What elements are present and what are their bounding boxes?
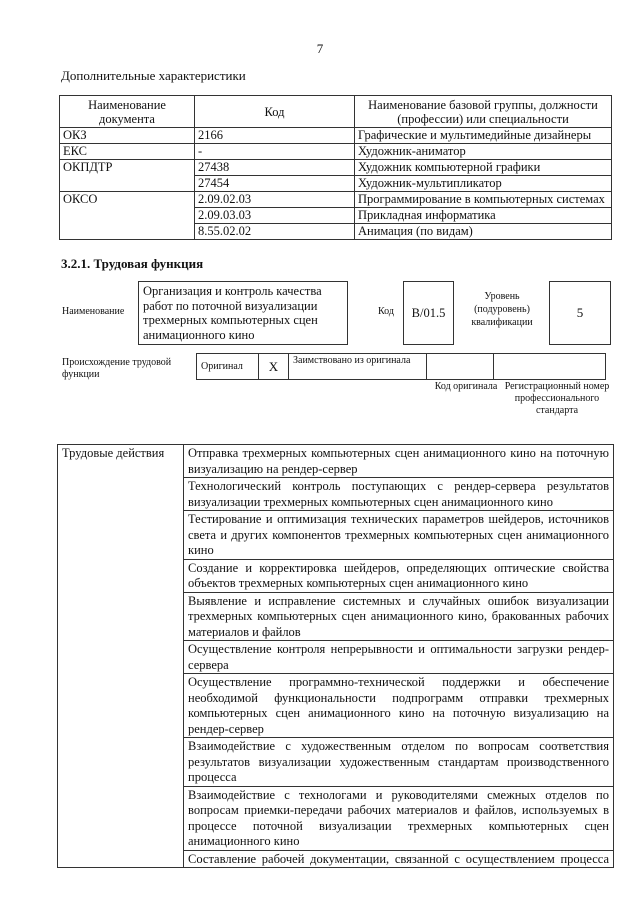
labor-action-item: Составление рабочей документации, связанной с осуществлением процесса bbox=[184, 850, 614, 868]
table-row bbox=[60, 144, 612, 160]
labor-action-item: Осуществление программно-технической поддержки и обеспечение необходимой функциональности подпрограмм отправки трехмерных компьютерных сцен анимационного кино на поточную визуализацию на рендер-сервер bbox=[184, 674, 614, 738]
labor-action-item: Выявление и исправление системных и случайных ошибок визуализации трехмерных компьютерных сцен анимационного кино, бракованных рабочих материалов и файлов bbox=[184, 592, 614, 641]
table-header-row bbox=[60, 96, 612, 128]
cell-code: 8.55.02.02 bbox=[195, 224, 355, 240]
origin-original-label: Оригинал bbox=[197, 354, 259, 380]
labor-action-item: Технологический контроль поступающих с рендер-сервера результатов визуализации трехмерных компьютерных сцен анимационного кино bbox=[184, 478, 614, 511]
labor-action-item: Тестирование и оптимизация технических параметров шейдеров, источников света и других компонентов трехмерных компьютерных сцен анимационного кино bbox=[184, 511, 614, 560]
table-row bbox=[60, 160, 612, 176]
labor-function-title: 3.2.1. Трудовая функция bbox=[61, 256, 204, 271]
labor-action-item: Создание и корректировка шейдеров, определяющих оптические свойства объектов трехмерных компьютерных сцен анимационного кино bbox=[184, 559, 614, 592]
origin-borrowed-label: Заимствовано из оригинала bbox=[289, 354, 427, 380]
labor-action-item: Осуществление контроля непрерывности и оптимальности загрузки рендер-сервера bbox=[184, 641, 614, 674]
header-group-name: Наименование базовой группы, должности (профессии) или специальности bbox=[355, 96, 612, 128]
origin-code-cell bbox=[427, 354, 494, 380]
function-name-label: Наименование bbox=[62, 306, 125, 317]
table-row bbox=[60, 128, 612, 144]
cell-name: Художник-аниматор bbox=[355, 144, 612, 160]
additional-characteristics-table bbox=[59, 95, 612, 240]
cell-doc: ОКСО bbox=[60, 192, 195, 240]
function-origin-table bbox=[196, 353, 606, 380]
function-code-value: B/01.5 bbox=[403, 281, 454, 345]
cell-doc: ОКПДТР bbox=[60, 160, 195, 192]
cell-name: Графические и мультимедийные дизайнеры bbox=[355, 128, 612, 144]
origin-row bbox=[197, 354, 606, 380]
cell-code: 2166 bbox=[195, 128, 355, 144]
qualification-level-value: 5 bbox=[549, 281, 611, 345]
header-code: Код bbox=[195, 96, 355, 128]
labor-action-item: Взаимодействие с художественным отделом по вопросам соответствия результатов визуализации художественным стандартам производственного процесса bbox=[184, 738, 614, 787]
function-origin-label: Происхождение трудовой функции bbox=[62, 357, 172, 380]
function-name-value: Организация и контроль качества работ по поточной визуализации трехмерных компьютерных сцен анимационного кино bbox=[138, 281, 348, 345]
labor-action-item: Отправка трехмерных компьютерных сцен анимационного кино на поточную визуализацию на рендер-сервер bbox=[184, 445, 614, 478]
labor-actions-table bbox=[57, 444, 614, 868]
cell-name: Художник компьютерной графики bbox=[355, 160, 612, 176]
cell-code: - bbox=[195, 144, 355, 160]
cell-code: 2.09.02.03 bbox=[195, 192, 355, 208]
cell-name: Прикладная информатика bbox=[355, 208, 612, 224]
cell-doc: ЕКС bbox=[60, 144, 195, 160]
origin-code-caption: Код оригинала bbox=[434, 381, 498, 392]
header-document-name: Наименование документа bbox=[60, 96, 195, 128]
cell-doc: ОКЗ bbox=[60, 128, 195, 144]
cell-code: 27454 bbox=[195, 176, 355, 192]
qualification-level-label: Уровень (подуровень) квалификации bbox=[471, 291, 533, 328]
origin-registration-cell bbox=[494, 354, 606, 380]
origin-registration-caption: Регистрационный номер профессионального стандарта bbox=[504, 381, 610, 416]
labor-actions-label: Трудовые действия bbox=[58, 445, 184, 868]
cell-code: 2.09.03.03 bbox=[195, 208, 355, 224]
labor-action-item: Взаимодействие с технологами и руководителями смежных отделов по вопросам приемки-передачи рабочих материалов и файлов, используемых в процессе поточной визуализации трехмерных компьютерных сцен анимационного кино bbox=[184, 786, 614, 850]
cell-name: Анимация (по видам) bbox=[355, 224, 612, 240]
cell-name: Художник-мультипликатор bbox=[355, 176, 612, 192]
function-code-label: Код bbox=[378, 306, 394, 317]
table-row bbox=[60, 192, 612, 208]
cell-name: Программирование в компьютерных системах bbox=[355, 192, 612, 208]
table-row bbox=[58, 445, 614, 478]
origin-original-mark: X bbox=[259, 354, 289, 380]
cell-code: 27438 bbox=[195, 160, 355, 176]
additional-characteristics-title: Дополнительные характеристики bbox=[61, 68, 246, 83]
page-number: 7 bbox=[316, 41, 324, 56]
